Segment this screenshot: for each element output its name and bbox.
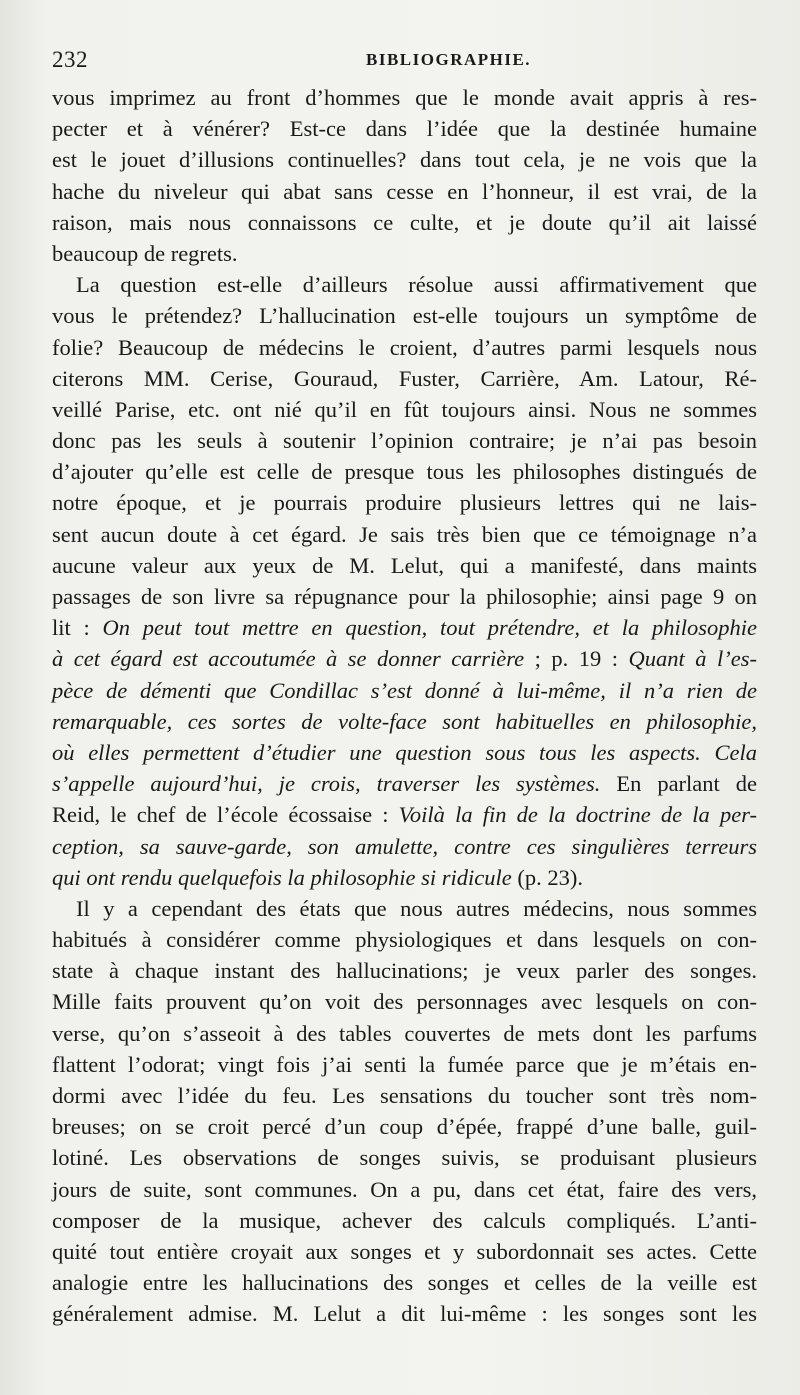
text-line: [52, 581, 757, 612]
line-text: jours de suite, sont communes. On a pu, dans cet état, faire des vers,: [52, 1176, 757, 1202]
italic-text: à cet égard est accoutumée à se donner carrière: [52, 646, 525, 672]
line-text: beaucoup de regrets.: [52, 240, 238, 266]
line-text: notre époque, et je pourrais produire plusieurs lettres qui ne lais-: [52, 490, 757, 516]
text-line: [52, 1267, 757, 1298]
line-text: state à chaque instant des hallucinations; je veux parler des songes.: [52, 958, 757, 984]
line-text: ; p. 19 :: [524, 646, 629, 672]
line-text: raison, mais nous connaissons ce culte, et je doute qu’il ait laissé: [52, 209, 757, 235]
line-text: pecter et à vénérer? Est-ce dans l’idée que la destinée humaine: [52, 116, 757, 142]
line-text: analogie entre les hallucinations des songes et celles de la veille est: [52, 1270, 757, 1296]
page-header: [52, 44, 752, 76]
text-line: [52, 176, 757, 207]
line-text: La question est-elle d’ailleurs résolue aussi affirmativement que: [76, 272, 757, 298]
text-line: [52, 955, 757, 986]
italic-text: pèce de démenti que Condillac s’est donné à lui-même, il n’a rien de: [52, 677, 757, 703]
line-text: verse, qu’on s’asseoit à des tables couvertes de mets dont les parfums: [52, 1020, 757, 1046]
text-line: [52, 924, 757, 955]
line-text: (p. 23).: [511, 864, 584, 890]
line-text: hache du niveleur qui abat sans cesse en l’honneur, il est vrai, de la: [52, 178, 757, 204]
italic-text: qui ont rendu quelquefois la philosophie si ridicule: [52, 864, 512, 890]
line-text: folie? Beaucoup de médecins le croient, d’autres parmi lesquels nous: [52, 334, 757, 360]
text-line: [52, 144, 757, 175]
italic-text: On peut tout mettre en question, tout prétendre, et la philosophie: [102, 615, 757, 641]
line-text: citerons MM. Cerise, Gouraud, Fuster, Carrière, Am. Latour, Ré-: [52, 365, 757, 391]
text-line: [52, 113, 757, 144]
italic-text: remarquable,: [52, 708, 173, 734]
line-text: vous imprimez au front d’hommes que le monde avait appris à res-: [52, 85, 757, 110]
line-text: habitués à considérer comme physiologiques et dans lesquels on con-: [52, 927, 757, 953]
line-text: aucune valeur aux yeux de M. Lelut, qui a manifesté, dans maints: [52, 552, 757, 578]
text-line: [52, 456, 757, 487]
text-line: [52, 519, 757, 550]
line-text: flattent l’odorat; vingt fois j’ai senti la fumée parce que je m’étais en-: [52, 1051, 757, 1077]
line-text: d’ajouter qu’elle est celle de presque tous les philosophes distingués de: [52, 459, 757, 485]
line-text: dormi avec l’idée du feu. Les sensations du toucher sont très nom-: [52, 1083, 757, 1108]
line-text: passages de son livre sa répugnance pour la philosophie; ainsi page 9 on: [52, 584, 757, 609]
text-line: [52, 332, 757, 363]
text-line: [52, 1111, 757, 1142]
text-line: [52, 1298, 757, 1329]
text-line: [52, 737, 757, 768]
line-text: quité tout entière croyait aux songes et y subordonnait ses actes. Cette: [52, 1238, 757, 1264]
text-line: [52, 550, 757, 581]
line-text: Reid, le chef de l’école écossaise :: [52, 802, 399, 828]
text-line: [52, 1018, 757, 1049]
body-text: [52, 82, 757, 1330]
text-line: [52, 612, 757, 643]
italic-text: s’appelle aujourd’hui, je crois, traverser les systèmes.: [52, 771, 601, 797]
line-text: veillé Parise, etc. ont nié qu’il en fût toujours ainsi. Nous ne sommes: [52, 396, 757, 422]
text-line: [52, 1049, 757, 1080]
text-line: [52, 487, 757, 518]
text-line: [52, 1236, 757, 1267]
text-line: [52, 706, 757, 737]
text-line: [52, 363, 757, 394]
text-line: [52, 1205, 757, 1236]
text-line: [52, 269, 757, 300]
line-text: [172, 709, 188, 734]
italic-text: ces sortes de volte-face sont habituelles en philosophie,: [187, 708, 758, 734]
text-line: [52, 862, 757, 893]
line-text: breuses; on se croit percé d’un coup d’épée, frappé d’une balle, guil-: [52, 1114, 757, 1140]
text-line: [52, 82, 757, 113]
text-line: [52, 768, 757, 799]
line-text: En parlant de: [600, 771, 757, 797]
text-line: [52, 300, 757, 331]
text-line: [52, 425, 757, 456]
line-text: Il y a cependant des états que nous autres médecins, nous sommes: [76, 895, 757, 921]
text-line: [52, 1142, 757, 1173]
text-line: [52, 799, 757, 830]
line-text: lotiné. Les observations de songes suivis, se produisant plusieurs: [52, 1145, 757, 1171]
italic-text: où elles permettent d’étudier une question sous tous les aspects. Cela: [52, 739, 757, 765]
line-text: donc pas les seuls à soutenir l’opinion contraire; je n’ai pas besoin: [52, 428, 757, 454]
italic-text: Voilà la fin de la doctrine de la per-: [398, 802, 757, 828]
text-line: [52, 1080, 757, 1111]
text-line: [52, 238, 757, 269]
line-text: sent aucun doute à cet égard. Je sais très bien que ce témoignage n’a: [52, 521, 757, 547]
text-line: [52, 643, 757, 674]
text-line: [52, 675, 757, 706]
line-text: vous le prétendez? L’hallucination est-elle toujours un symptôme de: [52, 303, 757, 329]
italic-text: ception, sa sauve-garde, son amulette, contre ces singulières terreurs: [52, 833, 757, 859]
line-text: Mille faits prouvent qu’on voit des personnages avec lesquels on con-: [52, 989, 757, 1015]
line-text: composer de la musique, achever des calculs compliqués. L’anti-: [52, 1207, 757, 1233]
text-line: [52, 207, 757, 238]
line-text: lit :: [52, 615, 103, 641]
line-text: généralement admise. M. Lelut a dit lui-même : les songes sont les: [52, 1301, 757, 1327]
text-line: [52, 893, 757, 924]
text-line: [52, 986, 757, 1017]
text-line: [52, 1174, 757, 1205]
page-number: 232: [52, 47, 88, 72]
italic-text: Quant à l’es-: [628, 646, 758, 672]
running-head: BIBLIOGRAPHIE.: [366, 50, 532, 69]
text-line: [52, 394, 757, 425]
line-text: est le jouet d’illusions continuelles? dans tout cela, je ne vois que la: [52, 147, 757, 173]
text-line: [52, 831, 757, 862]
